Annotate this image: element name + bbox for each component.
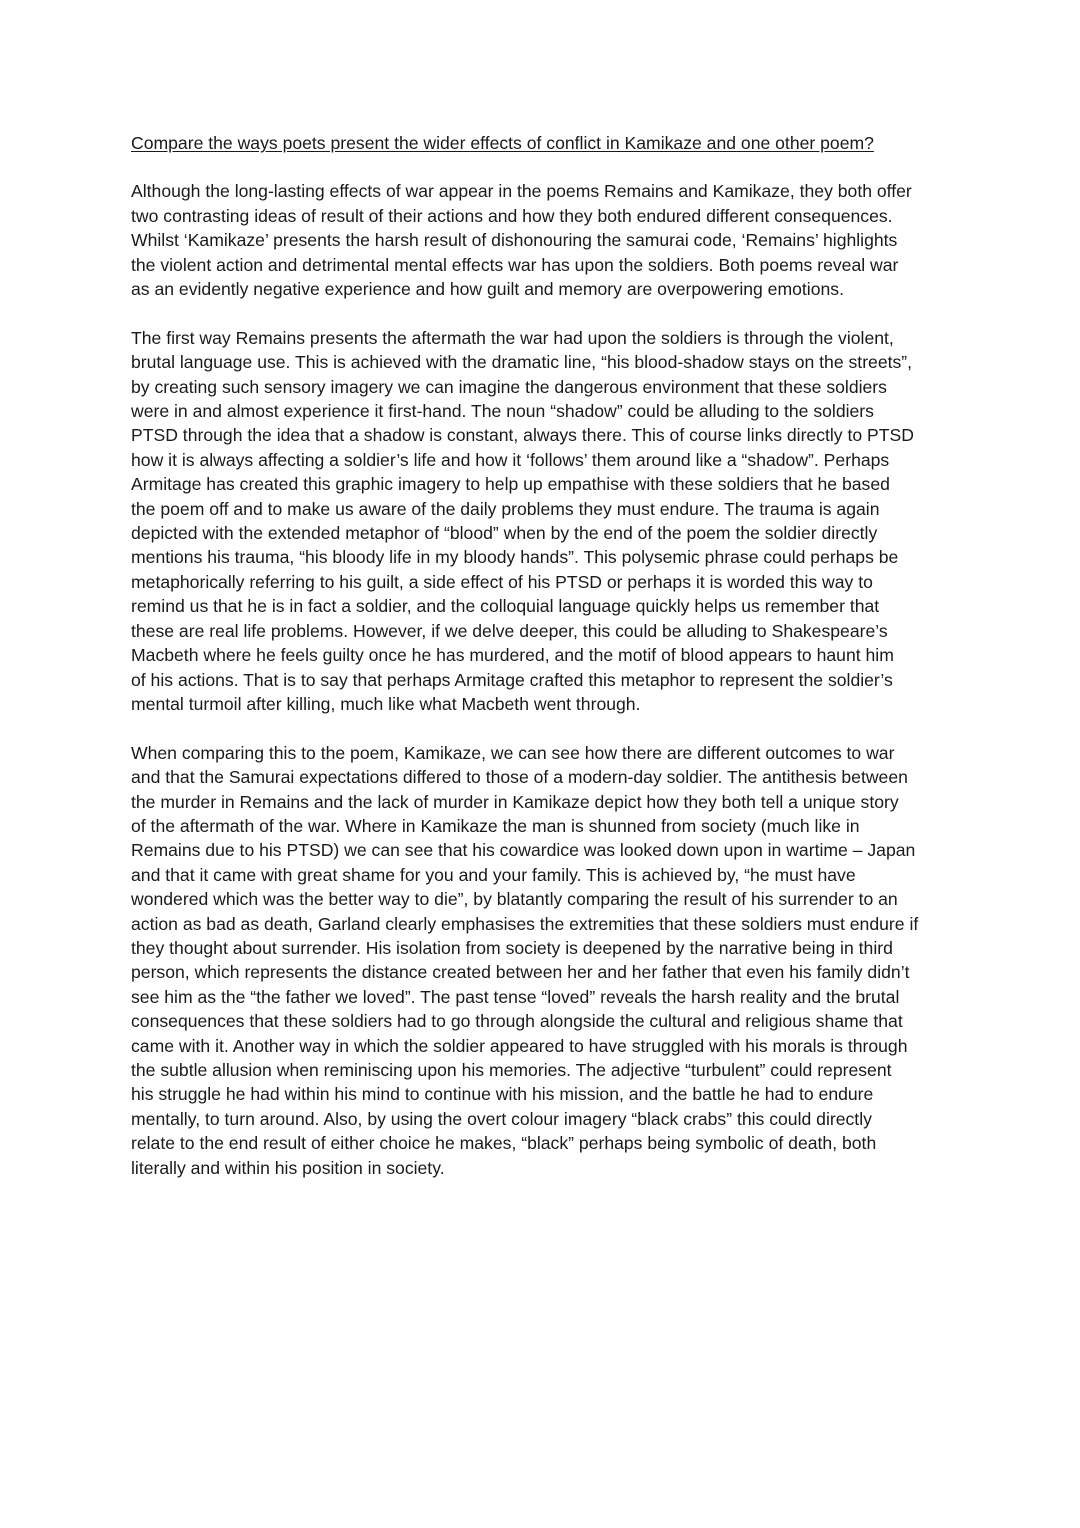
text-line: of the aftermath of the war. Where in Kamikaze the man is shunned from society (much like in <box>131 815 860 836</box>
text-line: were in and almost experience it first-hand. The noun “shadow” could be alluding to the soldiers <box>131 401 874 422</box>
text-line: mental turmoil after killing, much like what Macbeth went through. <box>131 693 641 714</box>
text-line: depicted with the extended metaphor of “blood” when by the end of the poem the soldier directly <box>131 523 878 544</box>
text-line: and that it came with great shame for you and your family. This is achieved by, “he must have <box>131 864 856 885</box>
text-line: literally and within his position in society. <box>131 1157 445 1178</box>
text-line: how it is always affecting a soldier’s life and how it ‘follows’ them around like a “shadow”. Perhaps <box>131 449 890 470</box>
text-line: by creating such sensory imagery we can imagine the dangerous environment that these soldiers <box>131 376 887 397</box>
text-line: see him as the “the father we loved”. The past tense “loved” reveals the harsh reality and the brutal <box>131 986 900 1007</box>
text-line: the murder in Remains and the lack of murder in Kamikaze depict how they both tell a unique story <box>131 791 899 812</box>
text-line: consequences that these soldiers had to go through alongside the cultural and religious shame that <box>131 1011 903 1032</box>
text-line: mentions his trauma, “his bloody life in my bloody hands”. This polysemic phrase could perhaps be <box>131 547 899 568</box>
paragraph-kamikaze <box>131 741 953 1180</box>
text-line: Whilst ‘Kamikaze’ presents the harsh result of dishonouring the samurai code, ‘Remains’ highlights <box>131 230 898 251</box>
text-line: remind us that he is in fact a soldier, and the colloquial language quickly helps us remember that <box>131 596 880 617</box>
paragraph-remains <box>131 326 953 717</box>
text-line: his struggle he had within his mind to continue with his mission, and the battle he had to endure <box>131 1084 874 1105</box>
text-line: When comparing this to the poem, Kamikaze, we can see how there are different outcomes to war <box>131 742 895 763</box>
essay-question-title: Compare the ways poets present the wider effects of conflict in Kamikaze and one other poem? <box>131 133 874 153</box>
text-line: the poem off and to make us aware of the daily problems they must endure. The trauma is again <box>131 498 880 519</box>
text-line: and that the Samurai expectations differed to those of a modern-day soldier. The antithesis between <box>131 767 908 788</box>
text-line: The first way Remains presents the aftermath the war had upon the soldiers is through the violent, <box>131 327 894 348</box>
text-line: Armitage has created this graphic imagery to help up empathise with these soldiers that he based <box>131 474 890 495</box>
text-line: mentally, to turn around. Also, by using the overt colour imagery “black crabs” this could directly <box>131 1108 872 1129</box>
text-line: the violent action and detrimental mental effects war has upon the soldiers. Both poems reveal war <box>131 254 899 275</box>
text-line: of his actions. That is to say that perhaps Armitage crafted this metaphor to represent the soldier’s <box>131 669 893 690</box>
text-line: as an evidently negative experience and how guilt and memory are overpowering emotions. <box>131 279 844 300</box>
text-line: they thought about surrender. His isolation from society is deepened by the narrative being in third <box>131 937 893 958</box>
text-line: relate to the end result of either choice he makes, “black” perhaps being symbolic of death, both <box>131 1133 877 1154</box>
text-line: PTSD through the idea that a shadow is constant, always there. This of course links directly to PTSD <box>131 425 914 446</box>
text-line: Remains due to his PTSD) we can see that his cowardice was looked down upon in wartime – Japan <box>131 840 916 861</box>
text-line: action as bad as death, Garland clearly emphasises the extremities that these soldiers must endure if <box>131 913 919 934</box>
text-line: the subtle allusion when reminiscing upon his memories. The adjective “turbulent” could represent <box>131 1060 892 1080</box>
text-line: Although the long-lasting effects of war appear in the poems Remains and Kamikaze, they both offer <box>131 181 912 202</box>
text-line: wondered which was the better way to die”, by blatantly comparing the result of his surrender to an <box>131 889 898 910</box>
document-page <box>131 131 953 1204</box>
text-line: metaphorically referring to his guilt, a side effect of his PTSD or perhaps it is worded this way to <box>131 571 873 592</box>
paragraph-intro <box>131 179 953 301</box>
text-line: brutal language use. This is achieved with the dramatic line, “his blood-shadow stays on the streets”, <box>131 352 913 373</box>
text-line: Macbeth where he feels guilty once he has murdered, and the motif of blood appears to haunt him <box>131 645 894 666</box>
text-line: these are real life problems. However, if we delve deeper, this could be alluding to Shakespeare’s <box>131 620 888 641</box>
text-line: person, which represents the distance created between her and her father that even his family didn’t <box>131 962 910 983</box>
text-line: came with it. Another way in which the soldier appeared to have struggled with his morals is through <box>131 1035 908 1056</box>
text-line: two contrasting ideas of result of their actions and how they both endured different consequences. <box>131 205 893 226</box>
